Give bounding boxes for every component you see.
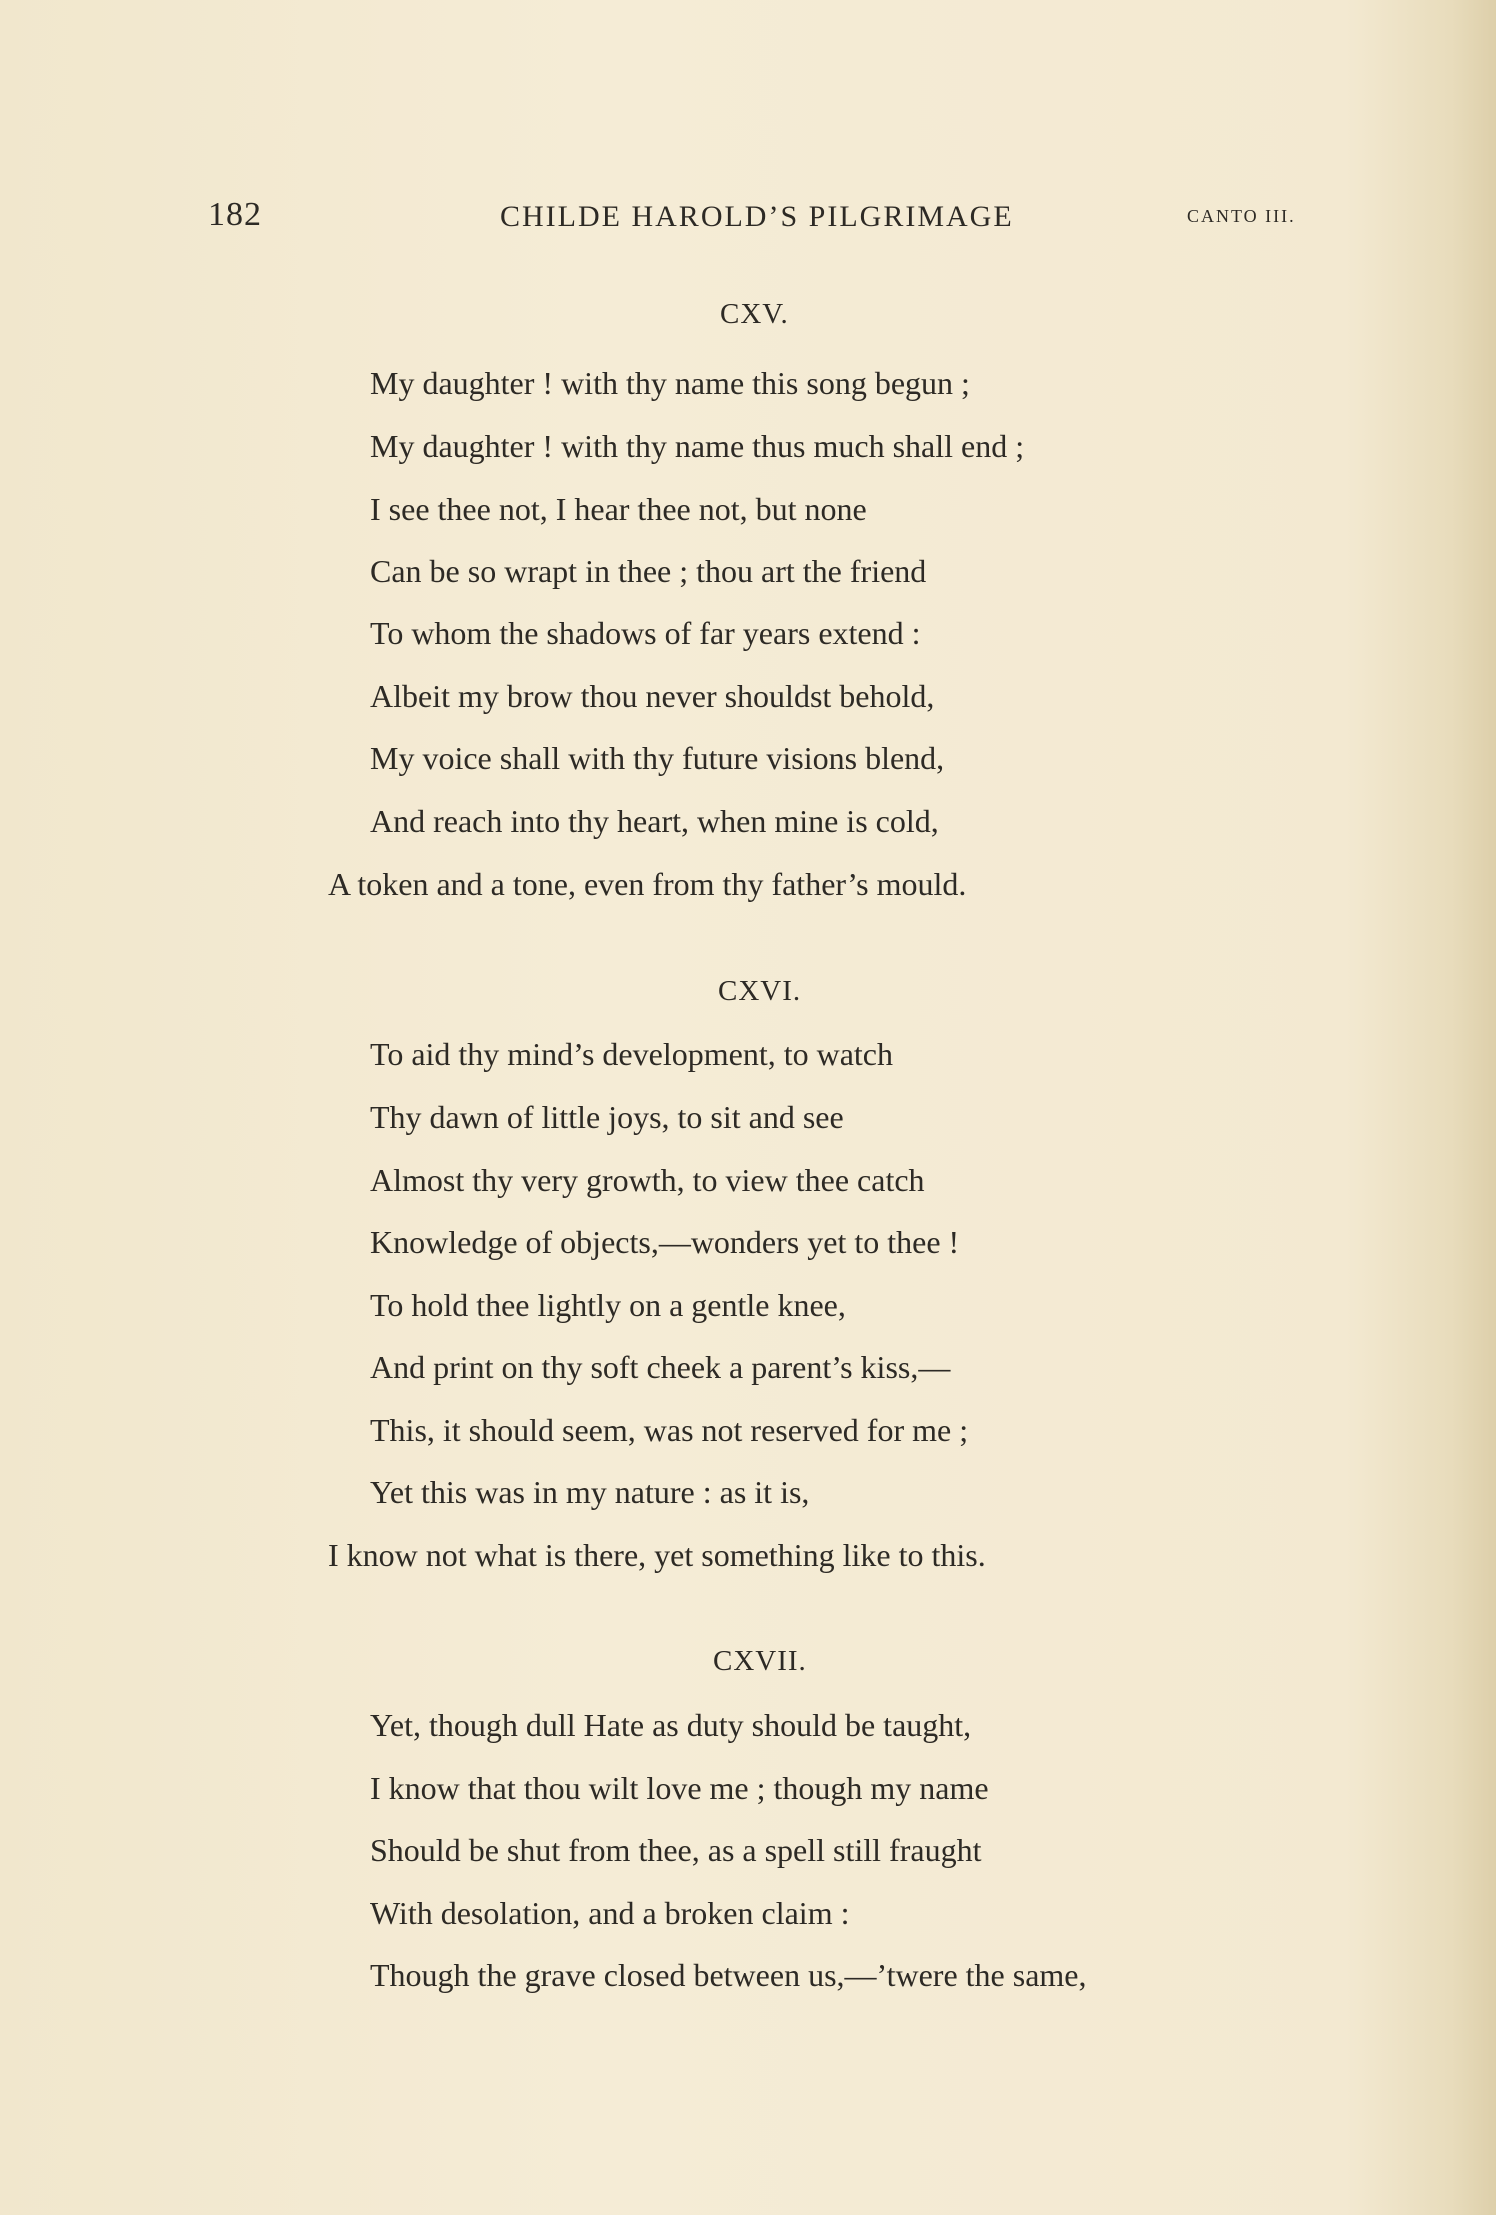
stanza-number: CXVII. — [713, 1645, 807, 1677]
verse-line: Though the grave closed between us,—’twere the same, — [370, 1957, 1087, 1993]
verse-line: With desolation, and a broken claim : — [370, 1895, 850, 1931]
stanza-number: CXVI. — [718, 975, 802, 1007]
verse-line: Thy dawn of little joys, to sit and see — [370, 1099, 844, 1135]
stanza-number: CXV. — [720, 298, 789, 330]
page-header — [0, 196, 1496, 246]
verse-line: And reach into thy heart, when mine is cold, — [370, 803, 939, 839]
verse-line: I know not what is there, yet something like to this. — [328, 1537, 986, 1573]
canto-label: CANTO III. — [1187, 206, 1296, 226]
verse-line: I see thee not, I hear thee not, but none — [370, 491, 867, 527]
verse-line: This, it should seem, was not reserved for me ; — [370, 1412, 969, 1448]
verse-line: Can be so wrapt in thee ; thou art the friend — [370, 553, 927, 589]
verse-line: Albeit my brow thou never shouldst behold, — [370, 678, 935, 714]
verse-line: A token and a tone, even from thy father’s mould. — [328, 866, 967, 902]
verse-line: Should be shut from thee, as a spell still fraught — [370, 1832, 982, 1868]
verse-line: Yet, though dull Hate as duty should be taught, — [370, 1707, 972, 1743]
verse-line: To aid thy mind’s development, to watch — [370, 1036, 893, 1072]
verse-line: Almost thy very growth, to view thee catch — [370, 1162, 925, 1198]
verse-line: I know that thou wilt love me ; though my name — [370, 1770, 989, 1806]
verse-line: Knowledge of objects,—wonders yet to thee ! — [370, 1224, 960, 1260]
verse-line: My daughter ! with thy name thus much shall end ; — [370, 428, 1025, 464]
verse-line: My voice shall with thy future visions blend, — [370, 740, 945, 776]
verse-line: And print on thy soft cheek a parent’s kiss,— — [370, 1349, 951, 1385]
verse-line: To hold thee lightly on a gentle knee, — [370, 1287, 846, 1323]
page-number: 182 — [208, 196, 262, 233]
running-title: CHILDE HAROLD’S PILGRIMAGE — [500, 200, 1014, 233]
verse-line: To whom the shadows of far years extend : — [370, 615, 921, 651]
verse-line: My daughter ! with thy name this song begun ; — [370, 365, 970, 401]
verse-line: Yet this was in my nature : as it is, — [370, 1474, 810, 1510]
